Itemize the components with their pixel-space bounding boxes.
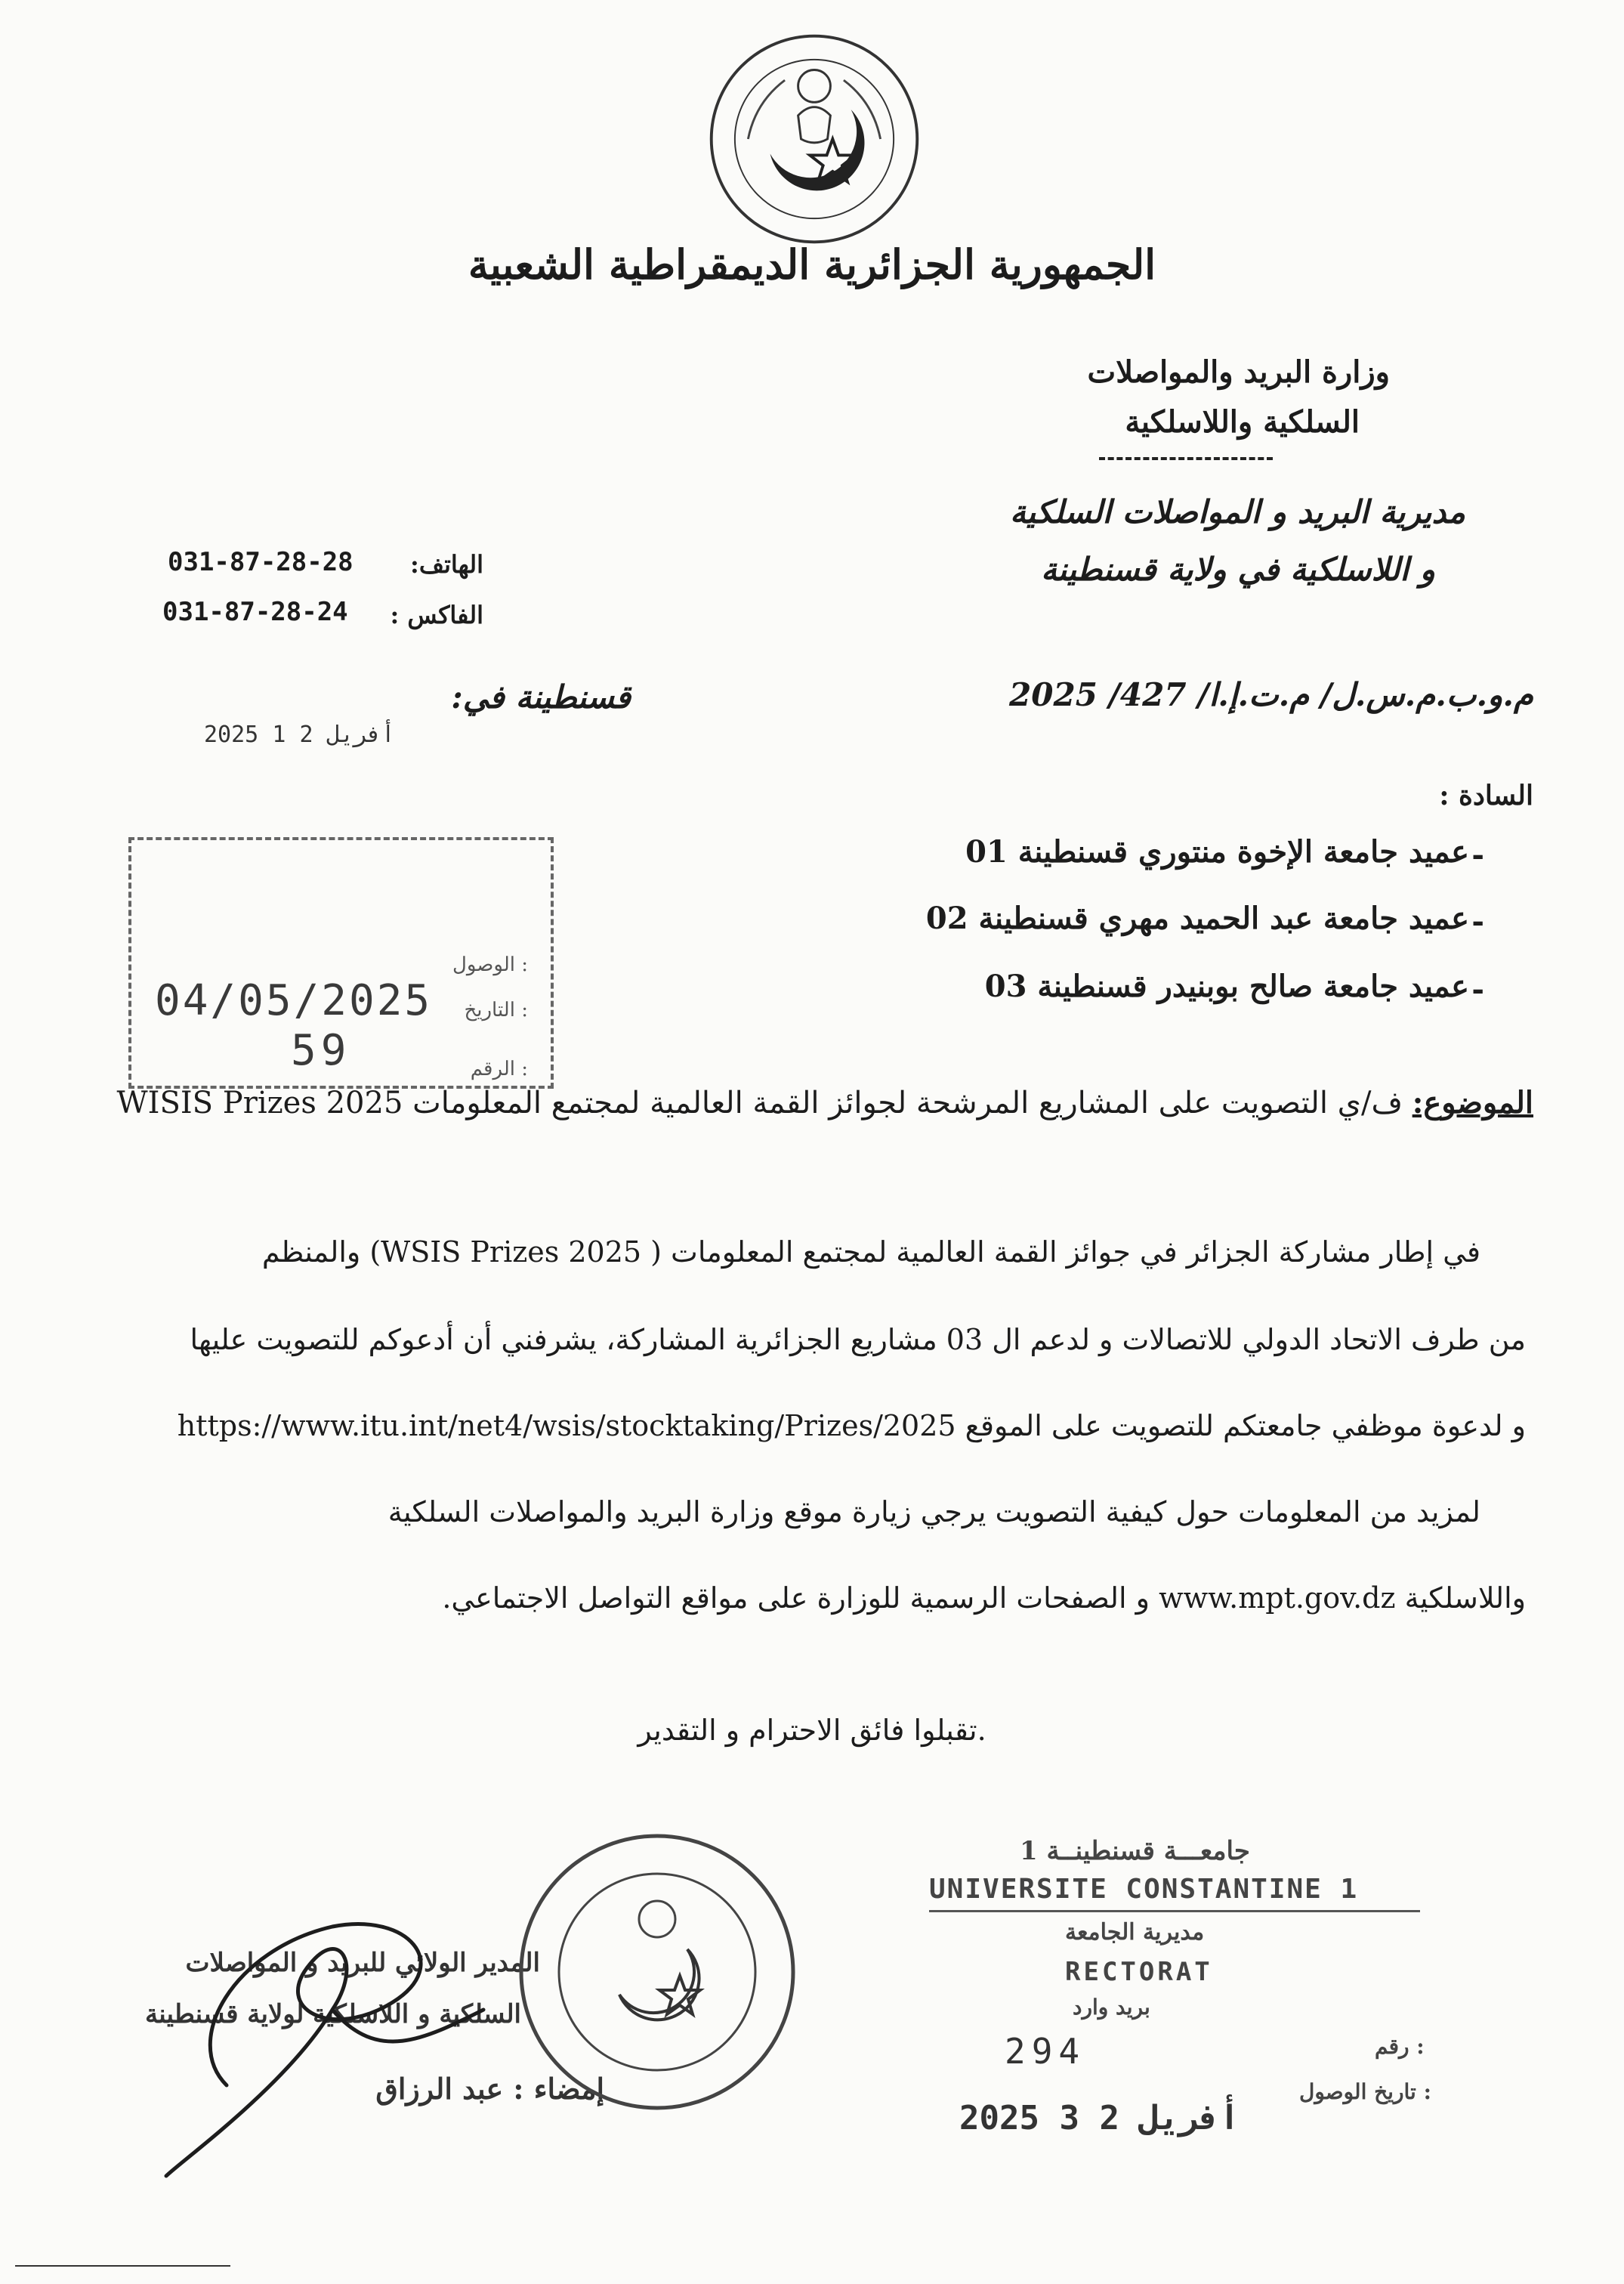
recipient-item-3: عميد جامعة صالح بوبنيدر قسنطينة 03 (984, 969, 1469, 1004)
uni-directorate: مديرية الجامعة (1065, 1919, 1205, 1946)
ministry-line-1: وزارة البريد والمواصلات (1087, 354, 1390, 390)
uni-arrival-value: 2025 أفريل 2 3 (959, 2099, 1240, 2137)
subject-line (117, 1085, 1533, 1120)
recipient-item-1: عميد جامعة الإخوة منتوري قسنطينة 01 (965, 834, 1469, 870)
subject-label: الموضوع: (1412, 1085, 1533, 1120)
signature-title-line-2: السلكية و اللاسلكية لولاية قسنطينة (144, 1999, 521, 2029)
ministry-line-2: السلكية واللاسلكية (1125, 404, 1360, 440)
directorate-name (1010, 484, 1465, 598)
stamp-handwritten-date: 04/05/2025 (155, 976, 433, 1025)
uni-incoming: بريد وارد (1073, 1995, 1150, 2020)
directorate-line-2: و اللاسلكية في ولاية قسنطينة (1041, 551, 1435, 588)
handwritten-signature-icon (136, 1813, 529, 2191)
ministry-name (1088, 348, 1390, 447)
fax-number: 031-87-28-24 (162, 597, 348, 627)
phone-number: 031-87-28-28 (168, 547, 354, 577)
footer-rule (15, 2265, 230, 2267)
recipient-bullet: - (1471, 904, 1484, 939)
state-emblem-icon (704, 29, 925, 249)
directorate-line-1: مديرية البريد و المواصلات السلكية (1009, 493, 1465, 530)
handwritten-date: 2025 أفريل 2 1 (204, 722, 395, 748)
recipient-bullet: - (1471, 972, 1484, 1007)
uni-divider (929, 1910, 1420, 1912)
body-paragraph-1-line-1: في إطار مشاركة الجزائر في جوائز القمة العالمية لمجتمع المعلومات ( WSIS Prizes 2025) والمنظم (261, 1235, 1480, 1269)
uni-arabic-name: جامعـــة قسنطينــة 1 (1020, 1836, 1250, 1866)
uni-arrival-label: تاريخ الوصول : (1299, 2079, 1431, 2104)
body-paragraph-1-line-2: من طرف الاتحاد الدولي للاتصالات و لدعم ال 03 مشاريع الجزائرية المشاركة، يشرفني أن أدعوكم للتصويت عليها (190, 1323, 1526, 1356)
uni-rectorat: RECTORAT (1065, 1957, 1213, 1987)
fax-label: الفاكس : (390, 601, 483, 629)
subject-text: ف/ي التصويت على المشاريع المرشحة لجوائز القمة العالمية لمجتمع المعلومات WISIS Prizes 2025 (116, 1086, 1413, 1120)
uni-number-label: رقم : (1375, 2034, 1425, 2059)
recipient-item-2: عميد جامعة عبد الحميد مهري قسنطينة 02 (925, 901, 1469, 936)
body-paragraph-1-line-3: و لدعوة موظفي جامعتكم للتصويت على الموقع https://www.itu.int/net4/wsis/stocktaking/Prizes/2025 (177, 1409, 1526, 1442)
body-paragraph-2-line-1: لمزيد من المعلومات حول كيفية التصويت يرجي زيارة موقع وزارة البريد والمواصلات السلكية (387, 1495, 1480, 1528)
phone-label: الهاتف: (410, 550, 483, 579)
closing-line: تقبلوا فائق الاحترام و التقدير. (638, 1714, 986, 1747)
salutation: السادة : (1439, 780, 1533, 811)
uni-number-value: 294 (1005, 2031, 1086, 2072)
stamp-arrival-label: الوصول : (452, 953, 528, 976)
place-date-label: قسنطينة في: (451, 678, 631, 715)
official-seal-icon (514, 1828, 801, 2116)
republic-title: الجمهورية الجزائرية الديمقراطية الشعبية (468, 240, 1156, 289)
signature-name: إمضاء : عبد الرزاق (375, 2072, 604, 2106)
signature-title-line-1: المدير الولائي للبريد و المواصلات (185, 1948, 540, 1978)
recipient-bullet: - (1471, 837, 1484, 873)
reference-number: م.و.ب.م.س.ل/ م.ت.إ.ا/ 427/ 2025 (1009, 676, 1533, 713)
university-stamp (876, 1836, 1450, 2138)
ministry-divider (1099, 457, 1273, 460)
stamp-date-label: التاريخ : (464, 999, 528, 1021)
uni-french-name: UNIVERSITE CONSTANTINE 1 (929, 1874, 1359, 1905)
body-paragraph-2-line-2: واللاسلكية www.mpt.gov.dz و الصفحات الرسمية للوزارة على مواقع التواصل الاجتماعي. (442, 1581, 1526, 1615)
stamp-number-label: الرقم : (470, 1058, 528, 1080)
stamp-handwritten-number: 59 (291, 1026, 351, 1075)
